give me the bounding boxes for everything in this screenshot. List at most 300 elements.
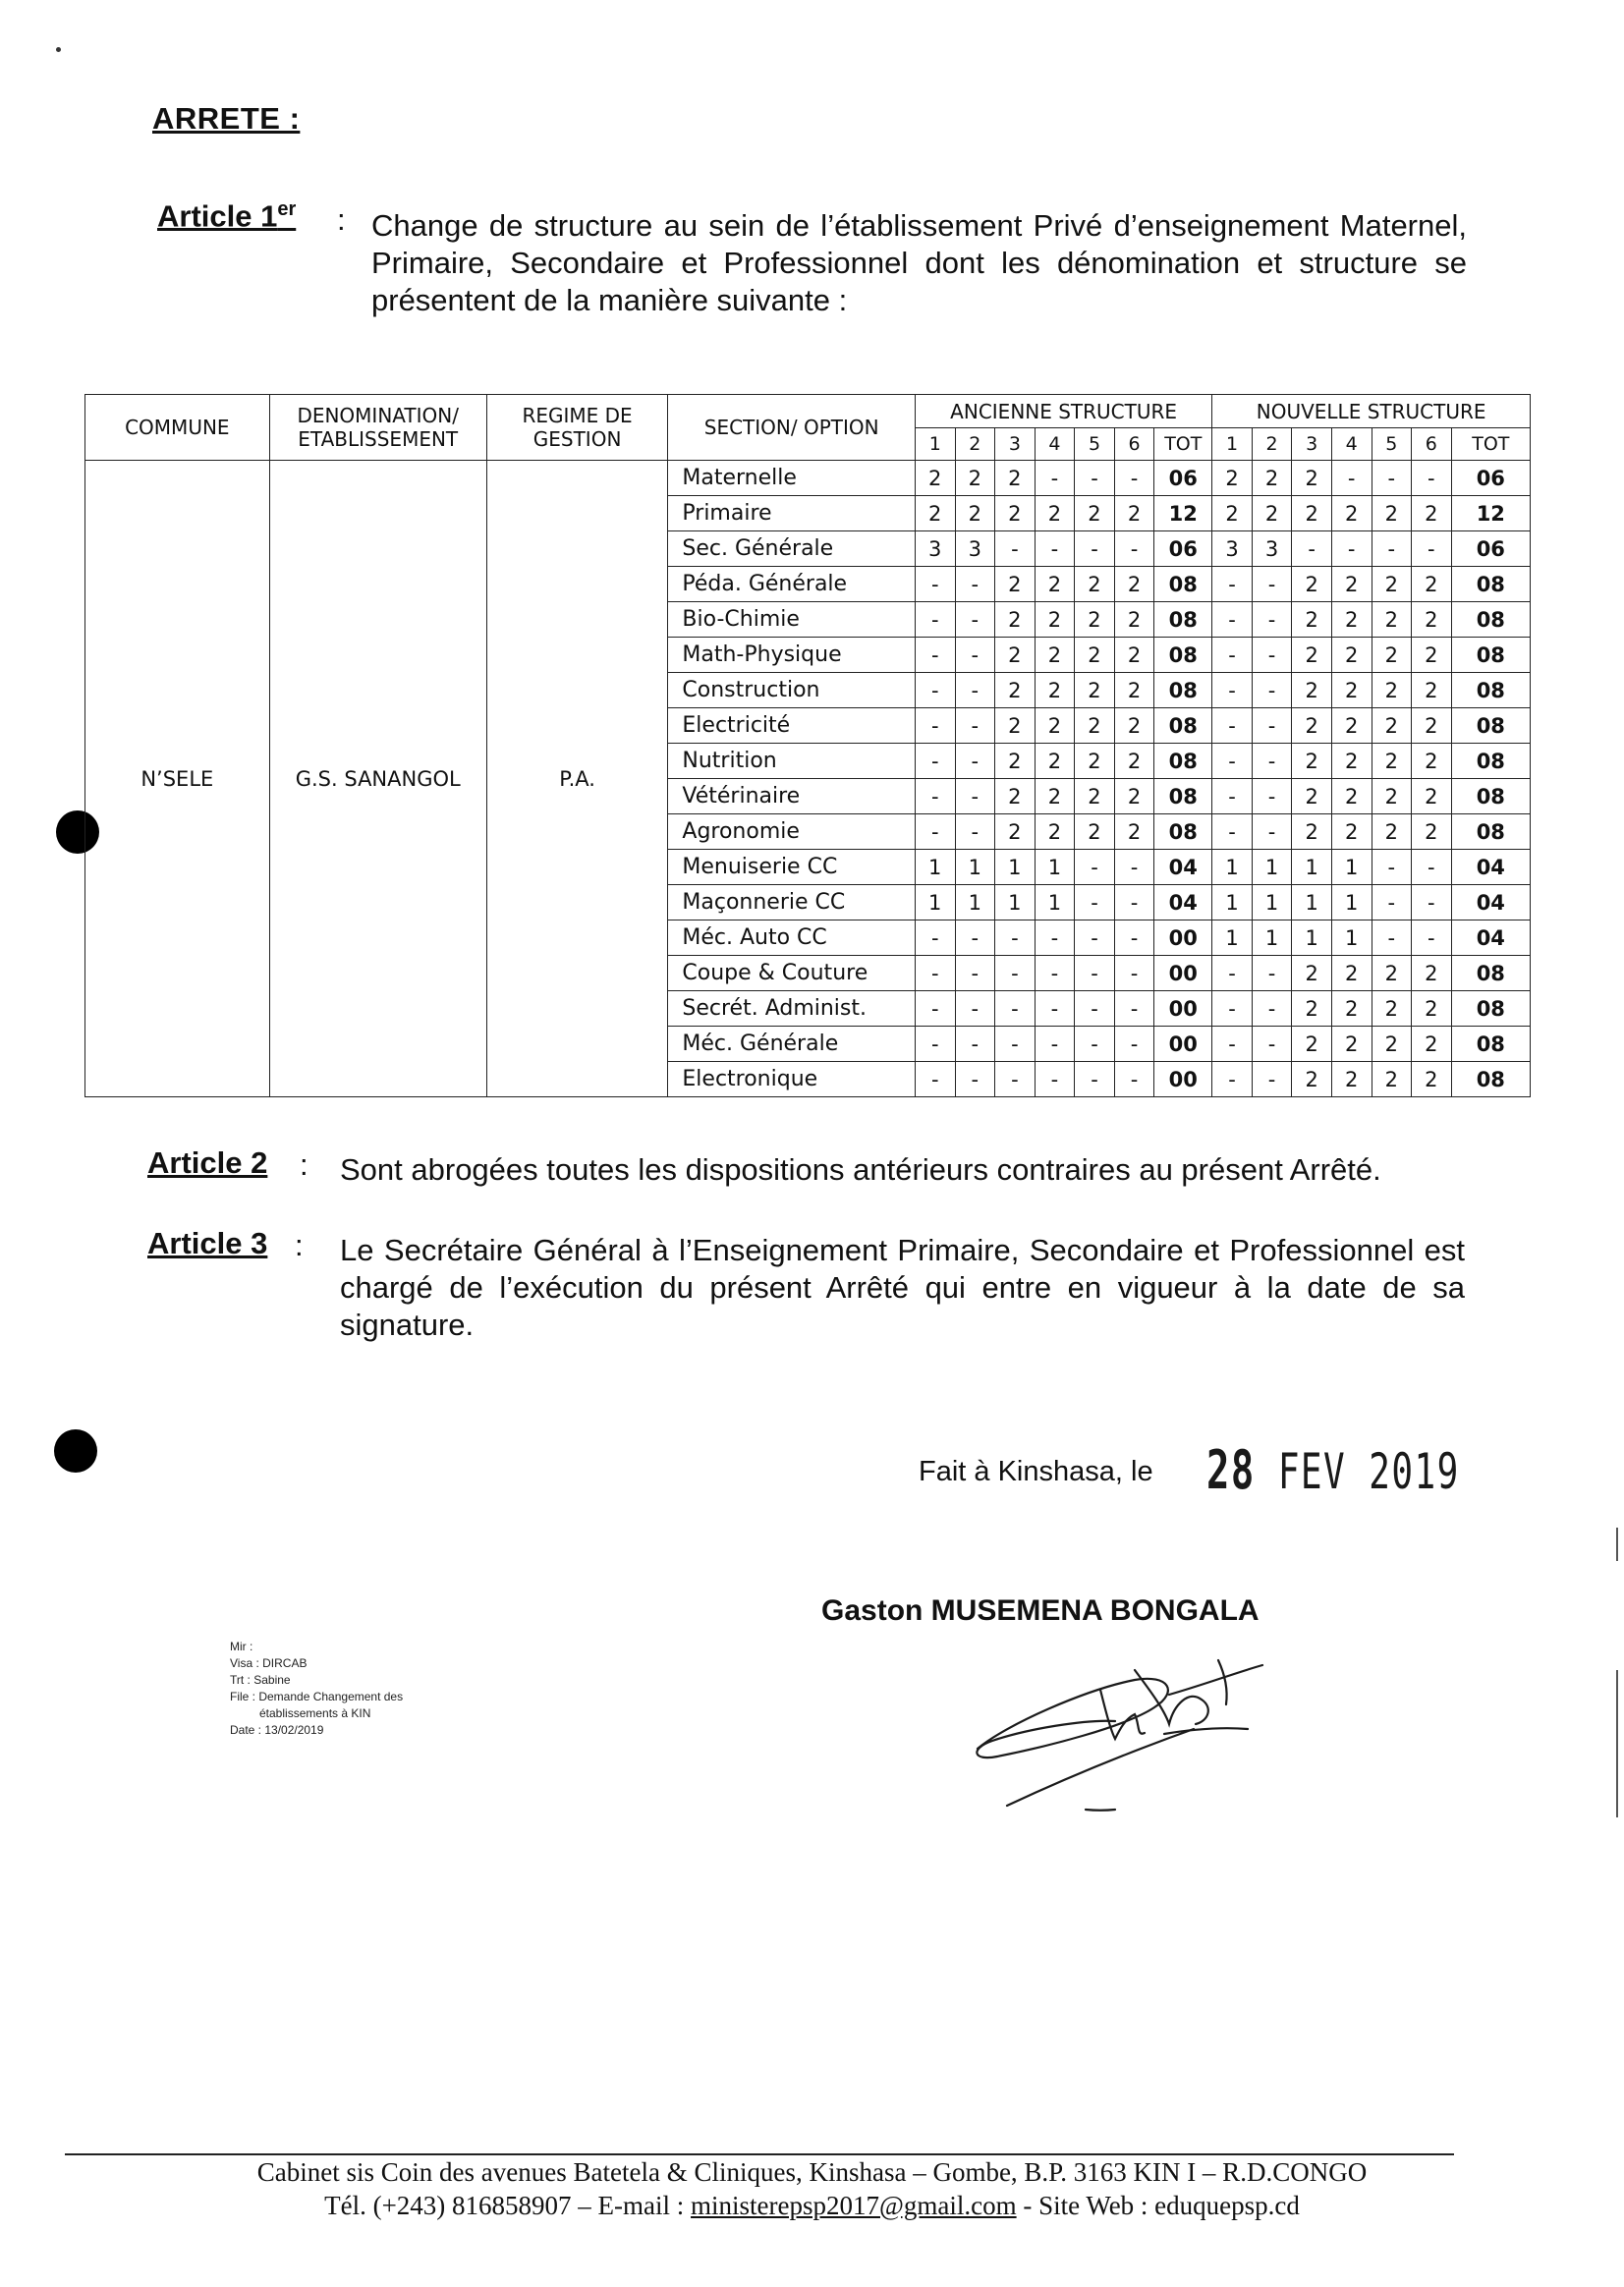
cell-ancienne-6: - — [1114, 885, 1154, 920]
header-ancienne-tot: TOT — [1154, 428, 1212, 461]
cell-nouvelle-4: 2 — [1331, 567, 1372, 602]
cell-nouvelle-5: 2 — [1372, 779, 1412, 814]
cell-ancienne-tot: 08 — [1154, 744, 1212, 779]
cell-ancienne-2: - — [955, 1062, 995, 1097]
cell-nouvelle-2: - — [1252, 673, 1292, 708]
cell-ancienne-5: - — [1075, 850, 1115, 885]
cell-nouvelle-3: 2 — [1292, 461, 1332, 496]
cell-ancienne-5: 2 — [1075, 567, 1115, 602]
cell-nouvelle-3: 2 — [1292, 567, 1332, 602]
cell-ancienne-6: - — [1114, 531, 1154, 567]
cell-nouvelle-4: 2 — [1331, 779, 1372, 814]
cell-nouvelle-5: 2 — [1372, 708, 1412, 744]
cell-section: Electronique — [668, 1062, 916, 1097]
cell-nouvelle-6: 2 — [1412, 708, 1452, 744]
cell-nouvelle-tot: 08 — [1451, 779, 1530, 814]
header-ancienne-4: 4 — [1035, 428, 1075, 461]
footer-divider — [65, 2153, 1454, 2155]
cell-nouvelle-tot: 06 — [1451, 461, 1530, 496]
cell-nouvelle-5: - — [1372, 531, 1412, 567]
cell-nouvelle-3: 2 — [1292, 744, 1332, 779]
footer-contact — [0, 2191, 1624, 2221]
cell-ancienne-3: 2 — [995, 673, 1036, 708]
cell-nouvelle-tot: 08 — [1451, 1027, 1530, 1062]
cell-ancienne-1: - — [915, 567, 955, 602]
article-2-colon: : — [300, 1147, 308, 1182]
cell-ancienne-6: 2 — [1114, 779, 1154, 814]
cell-nouvelle-tot: 08 — [1451, 708, 1530, 744]
cell-ancienne-5: 2 — [1075, 708, 1115, 744]
cell-nouvelle-1: 3 — [1212, 531, 1253, 567]
cell-nouvelle-tot: 08 — [1451, 956, 1530, 991]
cell-ancienne-2: 1 — [955, 885, 995, 920]
cell-nouvelle-6: 2 — [1412, 814, 1452, 850]
cell-ancienne-3: 2 — [995, 496, 1036, 531]
cell-ancienne-1: - — [915, 814, 955, 850]
cell-nouvelle-5: 2 — [1372, 673, 1412, 708]
cell-ancienne-2: - — [955, 956, 995, 991]
cell-ancienne-4: 1 — [1035, 885, 1075, 920]
cell-nouvelle-3: 1 — [1292, 920, 1332, 956]
cell-ancienne-1: - — [915, 1027, 955, 1062]
cell-nouvelle-2: - — [1252, 956, 1292, 991]
cell-nouvelle-2: - — [1252, 1062, 1292, 1097]
cell-ancienne-5: - — [1075, 531, 1115, 567]
cell-section: Agronomie — [668, 814, 916, 850]
cell-ancienne-3: - — [995, 991, 1036, 1027]
cell-nouvelle-4: 2 — [1331, 814, 1372, 850]
cell-nouvelle-5: - — [1372, 885, 1412, 920]
cell-ancienne-1: - — [915, 673, 955, 708]
cell-ancienne-3: 2 — [995, 744, 1036, 779]
cell-nouvelle-tot: 08 — [1451, 602, 1530, 638]
footer-website: - Site Web : eduquepsp.cd — [1023, 2191, 1300, 2220]
article-1-label-sup: er — [277, 198, 297, 220]
cell-nouvelle-tot: 08 — [1451, 991, 1530, 1027]
reference-line: Trt : Sabine — [230, 1673, 291, 1687]
cell-nouvelle-tot: 08 — [1451, 1062, 1530, 1097]
cell-nouvelle-1: 1 — [1212, 850, 1253, 885]
cell-ancienne-2: 2 — [955, 461, 995, 496]
cell-nouvelle-3: 2 — [1292, 814, 1332, 850]
cell-nouvelle-6: 2 — [1412, 956, 1452, 991]
cell-ancienne-5: - — [1075, 461, 1115, 496]
cell-ancienne-2: - — [955, 567, 995, 602]
cell-ancienne-1: - — [915, 956, 955, 991]
cell-ancienne-5: 2 — [1075, 496, 1115, 531]
header-section: SECTION/ OPTION — [668, 395, 916, 461]
cell-nouvelle-6: 2 — [1412, 1027, 1452, 1062]
article-2-label: Article 2 — [147, 1145, 268, 1180]
cell-nouvelle-5: 2 — [1372, 1062, 1412, 1097]
header-nouvelle-structure: NOUVELLE STRUCTURE — [1212, 395, 1531, 428]
structure-table — [84, 394, 1531, 1097]
header-regime: REGIME DE GESTION — [486, 395, 668, 461]
cell-ancienne-2: - — [955, 779, 995, 814]
cell-nouvelle-5: - — [1372, 920, 1412, 956]
cell-ancienne-6: - — [1114, 461, 1154, 496]
cell-ancienne-tot: 12 — [1154, 496, 1212, 531]
place-date-text: Fait à Kinshasa, le — [919, 1456, 1153, 1487]
cell-nouvelle-1: - — [1212, 991, 1253, 1027]
reference-line: Visa : DIRCAB — [230, 1656, 308, 1670]
cell-ancienne-1: 2 — [915, 461, 955, 496]
cell-ancienne-3: 2 — [995, 461, 1036, 496]
cell-nouvelle-6: 2 — [1412, 638, 1452, 673]
cell-nouvelle-6: 2 — [1412, 602, 1452, 638]
cell-nouvelle-tot: 08 — [1451, 673, 1530, 708]
cell-ancienne-2: - — [955, 744, 995, 779]
cell-nouvelle-3: 2 — [1292, 496, 1332, 531]
cell-ancienne-6: 2 — [1114, 496, 1154, 531]
cell-nouvelle-3: 2 — [1292, 956, 1332, 991]
cell-ancienne-tot: 08 — [1154, 638, 1212, 673]
header-ancienne-structure: ANCIENNE STRUCTURE — [915, 395, 1211, 428]
cell-ancienne-4: - — [1035, 531, 1075, 567]
cell-nouvelle-tot: 04 — [1451, 850, 1530, 885]
cell-ancienne-2: 2 — [955, 496, 995, 531]
cell-ancienne-4: - — [1035, 956, 1075, 991]
cell-ancienne-4: - — [1035, 991, 1075, 1027]
header-nouvelle-2: 2 — [1252, 428, 1292, 461]
cell-ancienne-tot: 06 — [1154, 531, 1212, 567]
cell-ancienne-6: 2 — [1114, 708, 1154, 744]
scan-edge-mark — [1616, 1670, 1618, 1817]
cell-nouvelle-1: - — [1212, 1062, 1253, 1097]
date-stamp-day: 28 — [1206, 1439, 1256, 1501]
header-ancienne-5: 5 — [1075, 428, 1115, 461]
cell-nouvelle-4: 1 — [1331, 885, 1372, 920]
cell-nouvelle-2: - — [1252, 602, 1292, 638]
cell-nouvelle-4: 2 — [1331, 708, 1372, 744]
cell-nouvelle-3: 2 — [1292, 991, 1332, 1027]
cell-ancienne-tot: 08 — [1154, 673, 1212, 708]
cell-ancienne-4: 2 — [1035, 673, 1075, 708]
cell-ancienne-6: 2 — [1114, 638, 1154, 673]
cell-nouvelle-4: 2 — [1331, 602, 1372, 638]
article-1-colon: : — [337, 202, 346, 237]
scan-speck — [56, 47, 61, 52]
cell-nouvelle-1: - — [1212, 602, 1253, 638]
cell-nouvelle-5: - — [1372, 850, 1412, 885]
cell-ancienne-3: 2 — [995, 708, 1036, 744]
cell-nouvelle-6: 2 — [1412, 991, 1452, 1027]
cell-nouvelle-3: 2 — [1292, 638, 1332, 673]
cell-nouvelle-4: 1 — [1331, 850, 1372, 885]
cell-ancienne-2: 1 — [955, 850, 995, 885]
cell-nouvelle-6: 2 — [1412, 496, 1452, 531]
cell-ancienne-3: 2 — [995, 814, 1036, 850]
cell-ancienne-tot: 00 — [1154, 1027, 1212, 1062]
reference-line: établissements à KIN — [259, 1706, 371, 1720]
cell-ancienne-1: - — [915, 744, 955, 779]
header-ancienne-1: 1 — [915, 428, 955, 461]
cell-nouvelle-6: - — [1412, 850, 1452, 885]
cell-section: Menuiserie CC — [668, 850, 916, 885]
cell-nouvelle-4: 2 — [1331, 956, 1372, 991]
article-2-text: Sont abrogées toutes les dispositions antérieurs contraires au présent Arrêté. — [340, 1152, 1381, 1187]
cell-nouvelle-6: 2 — [1412, 1062, 1452, 1097]
cell-ancienne-tot: 00 — [1154, 1062, 1212, 1097]
cell-ancienne-tot: 08 — [1154, 814, 1212, 850]
cell-nouvelle-5: - — [1372, 461, 1412, 496]
cell-ancienne-5: 2 — [1075, 779, 1115, 814]
header-nouvelle-4: 4 — [1331, 428, 1372, 461]
cell-ancienne-tot: 00 — [1154, 956, 1212, 991]
cell-nouvelle-3: 2 — [1292, 602, 1332, 638]
cell-section: Vétérinaire — [668, 779, 916, 814]
cell-nouvelle-tot: 08 — [1451, 638, 1530, 673]
cell-nouvelle-4: - — [1331, 531, 1372, 567]
cell-ancienne-6: - — [1114, 991, 1154, 1027]
header-nouvelle-6: 6 — [1412, 428, 1452, 461]
cell-ancienne-1: - — [915, 920, 955, 956]
cell-nouvelle-6: 2 — [1412, 673, 1452, 708]
cell-nouvelle-1: - — [1212, 638, 1253, 673]
cell-nouvelle-4: - — [1331, 461, 1372, 496]
cell-nouvelle-5: 2 — [1372, 1027, 1412, 1062]
cell-nouvelle-5: 2 — [1372, 991, 1412, 1027]
cell-nouvelle-2: 1 — [1252, 885, 1292, 920]
cell-nouvelle-4: 2 — [1331, 496, 1372, 531]
cell-ancienne-2: - — [955, 638, 995, 673]
cell-ancienne-2: - — [955, 1027, 995, 1062]
cell-nouvelle-tot: 04 — [1451, 920, 1530, 956]
cell-ancienne-tot: 00 — [1154, 920, 1212, 956]
article-3-label: Article 3 — [147, 1226, 268, 1260]
cell-regime: P.A. — [486, 461, 668, 1097]
cell-ancienne-5: 2 — [1075, 814, 1115, 850]
cell-nouvelle-6: - — [1412, 531, 1452, 567]
header-nouvelle-3: 3 — [1292, 428, 1332, 461]
cell-ancienne-1: 1 — [915, 850, 955, 885]
cell-nouvelle-1: - — [1212, 779, 1253, 814]
cell-nouvelle-2: - — [1252, 744, 1292, 779]
cell-nouvelle-5: 2 — [1372, 956, 1412, 991]
cell-ancienne-5: 2 — [1075, 638, 1115, 673]
cell-nouvelle-1: - — [1212, 814, 1253, 850]
cell-ancienne-6: - — [1114, 956, 1154, 991]
cell-section: Maternelle — [668, 461, 916, 496]
cell-ancienne-5: - — [1075, 1062, 1115, 1097]
article-1-label — [157, 198, 296, 234]
cell-nouvelle-3: 2 — [1292, 1027, 1332, 1062]
cell-ancienne-4: - — [1035, 920, 1075, 956]
cell-nouvelle-6: - — [1412, 920, 1452, 956]
cell-ancienne-3: - — [995, 956, 1036, 991]
cell-section: Math-Physique — [668, 638, 916, 673]
cell-ancienne-1: - — [915, 708, 955, 744]
cell-section: Secrét. Administ. — [668, 991, 916, 1027]
cell-ancienne-2: - — [955, 991, 995, 1027]
reference-block — [230, 1639, 403, 1739]
cell-nouvelle-6: - — [1412, 461, 1452, 496]
article-1-text: Change de structure au sein de l’établissement Privé d’enseignement Maternel, Primaire, Secondaire et Professionnel dont les dénomination et structure se présentent de la manière suivante : — [371, 208, 1467, 317]
cell-section: Sec. Générale — [668, 531, 916, 567]
cell-ancienne-4: - — [1035, 1027, 1075, 1062]
cell-ancienne-tot: 00 — [1154, 991, 1212, 1027]
cell-ancienne-5: - — [1075, 956, 1115, 991]
reference-line: Mir : — [230, 1640, 253, 1653]
cell-ancienne-4: 2 — [1035, 708, 1075, 744]
cell-ancienne-2: - — [955, 814, 995, 850]
header-ancienne-6: 6 — [1114, 428, 1154, 461]
cell-ancienne-4: 2 — [1035, 779, 1075, 814]
cell-ancienne-3: 1 — [995, 850, 1036, 885]
header-nouvelle-5: 5 — [1372, 428, 1412, 461]
cell-ancienne-6: - — [1114, 1062, 1154, 1097]
cell-ancienne-2: - — [955, 602, 995, 638]
cell-section: Coupe & Couture — [668, 956, 916, 991]
cell-nouvelle-tot: 06 — [1451, 531, 1530, 567]
cell-ancienne-4: 2 — [1035, 744, 1075, 779]
cell-commune: N’SELE — [85, 461, 270, 1097]
cell-ancienne-1: - — [915, 638, 955, 673]
handwritten-signature — [968, 1631, 1302, 1817]
cell-ancienne-6: 2 — [1114, 744, 1154, 779]
cell-ancienne-6: 2 — [1114, 814, 1154, 850]
date-stamp — [1206, 1439, 1460, 1501]
cell-ancienne-tot: 04 — [1154, 885, 1212, 920]
cell-nouvelle-5: 2 — [1372, 496, 1412, 531]
cell-ancienne-4: 2 — [1035, 814, 1075, 850]
cell-nouvelle-2: - — [1252, 708, 1292, 744]
cell-nouvelle-4: 2 — [1331, 991, 1372, 1027]
cell-ancienne-4: - — [1035, 1062, 1075, 1097]
cell-ancienne-3: 2 — [995, 602, 1036, 638]
cell-nouvelle-2: 2 — [1252, 461, 1292, 496]
reference-line: File : Demande Changement des — [230, 1690, 404, 1703]
cell-ancienne-4: 1 — [1035, 850, 1075, 885]
cell-ancienne-4: 2 — [1035, 567, 1075, 602]
cell-nouvelle-5: 2 — [1372, 602, 1412, 638]
cell-nouvelle-4: 1 — [1331, 920, 1372, 956]
article-1-label-text: Article 1 — [157, 198, 278, 234]
cell-section: Primaire — [668, 496, 916, 531]
cell-ancienne-tot: 08 — [1154, 779, 1212, 814]
cell-ancienne-1: - — [915, 1062, 955, 1097]
cell-nouvelle-5: 2 — [1372, 567, 1412, 602]
cell-nouvelle-1: 1 — [1212, 920, 1253, 956]
cell-section: Bio-Chimie — [668, 602, 916, 638]
cell-section: Construction — [668, 673, 916, 708]
cell-nouvelle-2: - — [1252, 814, 1292, 850]
header-commune: COMMUNE — [85, 395, 270, 461]
date-stamp-month-year: FEV 2019 — [1277, 1443, 1460, 1500]
cell-nouvelle-4: 2 — [1331, 744, 1372, 779]
cell-ancienne-1: - — [915, 779, 955, 814]
cell-nouvelle-1: 2 — [1212, 496, 1253, 531]
cell-ancienne-6: - — [1114, 850, 1154, 885]
cell-nouvelle-4: 2 — [1331, 1027, 1372, 1062]
cell-section: Nutrition — [668, 744, 916, 779]
cell-ancienne-6: 2 — [1114, 602, 1154, 638]
cell-ancienne-4: 2 — [1035, 638, 1075, 673]
cell-ancienne-1: - — [915, 991, 955, 1027]
cell-nouvelle-5: 2 — [1372, 744, 1412, 779]
punch-hole-bottom — [54, 1429, 97, 1473]
cell-ancienne-4: - — [1035, 461, 1075, 496]
cell-ancienne-4: 2 — [1035, 602, 1075, 638]
cell-section: Electricité — [668, 708, 916, 744]
cell-nouvelle-6: 2 — [1412, 779, 1452, 814]
article-3-colon: : — [295, 1228, 304, 1262]
cell-nouvelle-6: - — [1412, 885, 1452, 920]
cell-ancienne-tot: 08 — [1154, 567, 1212, 602]
header-nouvelle-tot: TOT — [1451, 428, 1530, 461]
cell-ancienne-tot: 08 — [1154, 708, 1212, 744]
cell-ancienne-tot: 04 — [1154, 850, 1212, 885]
cell-section: Péda. Générale — [668, 567, 916, 602]
cell-nouvelle-1: - — [1212, 708, 1253, 744]
cell-nouvelle-3: 2 — [1292, 708, 1332, 744]
cell-nouvelle-2: 2 — [1252, 496, 1292, 531]
cell-ancienne-tot: 08 — [1154, 602, 1212, 638]
cell-ancienne-5: - — [1075, 885, 1115, 920]
cell-nouvelle-4: 2 — [1331, 638, 1372, 673]
cell-nouvelle-tot: 08 — [1451, 567, 1530, 602]
cell-nouvelle-1: - — [1212, 956, 1253, 991]
cell-ancienne-3: - — [995, 1062, 1036, 1097]
header-ancienne-3: 3 — [995, 428, 1036, 461]
cell-section: Maçonnerie CC — [668, 885, 916, 920]
cell-nouvelle-2: - — [1252, 779, 1292, 814]
cell-ancienne-3: - — [995, 1027, 1036, 1062]
footer-email-link[interactable]: ministerepsp2017@gmail.com — [691, 2191, 1017, 2220]
cell-ancienne-5: 2 — [1075, 602, 1115, 638]
cell-nouvelle-5: 2 — [1372, 814, 1412, 850]
cell-denomination: G.S. SANANGOL — [269, 461, 486, 1097]
cell-ancienne-2: - — [955, 708, 995, 744]
cell-nouvelle-2: - — [1252, 638, 1292, 673]
cell-nouvelle-2: 1 — [1252, 920, 1292, 956]
signatory-name: Gaston MUSEMENA BONGALA — [821, 1594, 1260, 1627]
cell-ancienne-2: - — [955, 673, 995, 708]
cell-nouvelle-6: 2 — [1412, 567, 1452, 602]
article-3-text: Le Secrétaire Général à l’Enseignement Primaire, Secondaire et Professionnel est chargé de l’exécution du présent Arrêté qui entre en vigueur à la date de sa signature. — [340, 1233, 1465, 1342]
cell-nouvelle-2: 3 — [1252, 531, 1292, 567]
cell-section: Méc. Générale — [668, 1027, 916, 1062]
reference-line: Date : 13/02/2019 — [230, 1723, 324, 1737]
cell-section: Méc. Auto CC — [668, 920, 916, 956]
cell-ancienne-1: 2 — [915, 496, 955, 531]
cell-ancienne-3: - — [995, 531, 1036, 567]
cell-nouvelle-1: 1 — [1212, 885, 1253, 920]
cell-ancienne-tot: 06 — [1154, 461, 1212, 496]
cell-ancienne-5: 2 — [1075, 744, 1115, 779]
cell-ancienne-6: - — [1114, 920, 1154, 956]
cell-ancienne-6: 2 — [1114, 567, 1154, 602]
cell-nouvelle-tot: 08 — [1451, 814, 1530, 850]
cell-ancienne-1: 1 — [915, 885, 955, 920]
header-denomination: DENOMINATION/ ETABLISSEMENT — [269, 395, 486, 461]
cell-ancienne-5: 2 — [1075, 673, 1115, 708]
cell-nouvelle-1: - — [1212, 673, 1253, 708]
footer-phone: Tél. (+243) 816858907 – E-mail : — [324, 2191, 685, 2220]
cell-ancienne-3: 2 — [995, 567, 1036, 602]
cell-ancienne-6: - — [1114, 1027, 1154, 1062]
cell-ancienne-2: - — [955, 920, 995, 956]
cell-ancienne-4: 2 — [1035, 496, 1075, 531]
cell-ancienne-2: 3 — [955, 531, 995, 567]
cell-nouvelle-1: - — [1212, 567, 1253, 602]
cell-ancienne-3: - — [995, 920, 1036, 956]
cell-ancienne-3: 1 — [995, 885, 1036, 920]
cell-nouvelle-2: 1 — [1252, 850, 1292, 885]
cell-nouvelle-3: 1 — [1292, 850, 1332, 885]
cell-ancienne-5: - — [1075, 920, 1115, 956]
cell-ancienne-3: 2 — [995, 779, 1036, 814]
